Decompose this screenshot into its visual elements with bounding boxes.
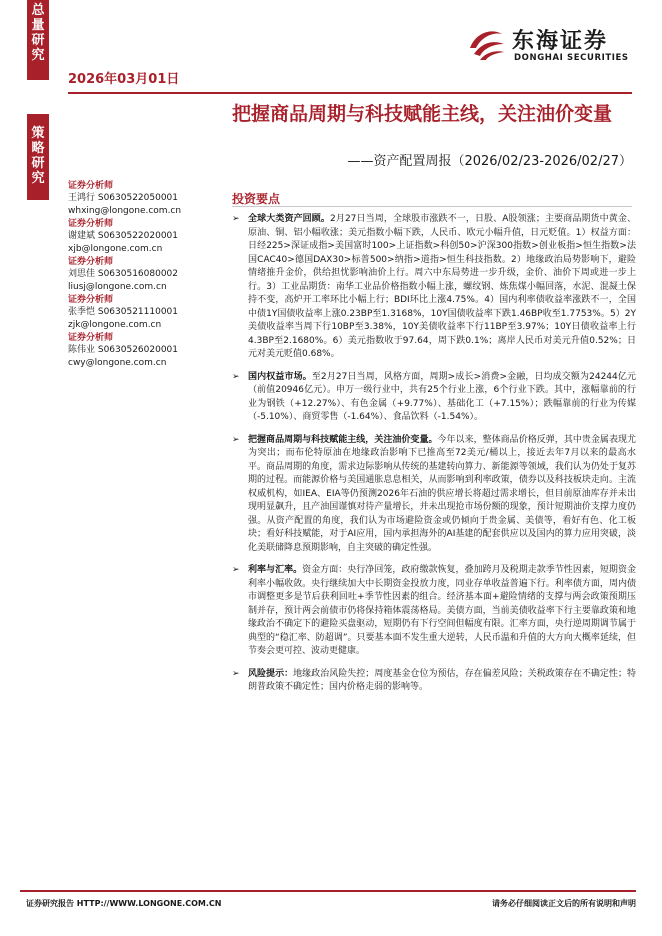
analyst-role: 证券分析师	[68, 333, 114, 343]
analyst-email: xjb@longone.com.cn	[68, 243, 163, 254]
logo-en-name: DONGHAI SECURITIES	[514, 53, 629, 63]
footer-disclaimer: 请务必仔细阅读正文后的所有说明和声明	[492, 899, 636, 908]
tag-char: 量	[31, 18, 45, 33]
analyst-entry	[68, 256, 218, 293]
key-point-head: 把握商品周期与科技赋能主线，关注油价变量。	[248, 434, 438, 445]
key-point	[232, 434, 636, 556]
analyst-email: zjk@longone.com.cn	[68, 319, 162, 330]
analyst-role: 证券分析师	[68, 257, 114, 267]
key-point-body: 今年以来，整体商品价格反弹，其中贵金属表现尤为突出；而布伦特原油在地缘政治影响下已推高至72美元/桶以上，接近去年7月以来的最高水平。商品周期的角度，需求边际影响从传统的基建转向算力、新能源等领域，我们认为仍处于复苏期的过程。而能源价格与美国通胀息息相关，从而影响到利率政策，债券以及科技板块走向。主流权威机构，如IEA、EIA等仍预测2026年石油的供应增长将超过需求增长，但目前原油库存并未出现明显飙升，且产油国谨慎对待产量增长，并未出现抢市场份额的现象，预计短期油价支撑力度仍强。从资产配置的角度，我们认为市场避险资金或仍倾向于贵金属、美债等，看好有色、化工板块；看好科技赋能，对于AI应用，国内承担海外的AI基建的配套供应以及国内的算力应用突破，淡化美联储降息预期影响，自主突破的确定性强。	[248, 434, 636, 553]
arrow-bullet-icon: ➢	[232, 565, 240, 575]
key-point-head: 利率与汇率。	[248, 565, 303, 575]
analyst-entry	[68, 294, 218, 331]
key-point-body: 2月27日当周，全球股市涨跌不一，日股、A股领涨；主要商品期货中黄金、原油、铜、铝小幅收涨；美元指数小幅下跌，人民币、欧元小幅升值，日元贬值。1）权益方面：日经225>深证成指>美国富时100>上证指数>科创50>沪深300指数>创业板指>恒生指数>法国CAC40>德国DAX30>标普500>纳指>道指>恒生科技指数。2）地缘政治局势影响下，避险情绪推升金价，供给担忧影响油价上行。周六中东局势进一步升级，金价、油价下周或进一步上行。3）工业品期货：南华工业品价格指数小幅上涨，螺纹钢、炼焦煤小幅回落，水泥、混凝土保持不变，高炉开工率环比小幅上行；BDI环比上涨4.75%。4）国内利率债收益率涨跌不一，全国中债1Y国债收益率上涨0.23BP至1.3168%，10Y国债收益率下跌1.46BP收至1.7753%。5）2Y美债收益率当周下行10BP至3.38%，10Y美债收益率下行11BP至3.97%；10Y日债收益率上行4.3BP至2.1680%。6）美元指数收于97.64，周下跌0.1%；离岸人民币对美元升值0.52%；日元对美元贬值0.68%。	[248, 214, 636, 359]
analyst-role: 证券分析师	[68, 295, 114, 305]
header-divider	[68, 92, 632, 94]
arrow-bullet-icon: ➢	[232, 434, 240, 445]
analyst-name-id: 刘思佳 S0630516080002	[68, 269, 179, 279]
key-points-divider	[232, 206, 632, 207]
key-point-body: 至2月27日当周，风格方面，周期>成长>消费>金融，日均成交额为24244亿元（前值20946亿元）。申万一级行业中，共有25个行业上涨，6个行业下跌。其中，涨幅靠前的行业为钢铁（+12.27%）、有色金属（+9.77%）、基础化工（+7.15%）；跌幅靠前的行业为传媒（-5.10%）、商贸零售（-1.64%）、食品饮料（-1.54%）。	[248, 371, 636, 422]
company-logo	[466, 20, 636, 66]
report-title: 把握商品周期与科技赋能主线，关注油价变量	[232, 103, 613, 125]
analyst-entry	[68, 180, 218, 217]
analyst-email: liusj@longone.com.cn	[68, 281, 167, 292]
report-subtitle: ——资产配置周报（2026/02/23-2026/02/27）	[347, 154, 632, 169]
key-point-head: 全球大类资产回顾。	[248, 214, 330, 224]
analyst-role: 证券分析师	[68, 181, 114, 191]
tag-char: 略	[31, 141, 45, 156]
category-tag-strategy	[27, 114, 49, 200]
key-point	[232, 668, 636, 695]
key-point	[232, 564, 636, 659]
logo-mark-icon	[466, 22, 506, 62]
analyst-name-id: 张季恺 S0630521110001	[68, 307, 179, 317]
footer-divider	[20, 890, 636, 892]
analyst-name-id: 谢建斌 S0630522020001	[68, 231, 179, 241]
tag-char: 究	[31, 171, 45, 186]
tag-char: 研	[31, 33, 45, 48]
analyst-entry	[68, 332, 218, 369]
key-point	[232, 213, 636, 362]
category-tag-macro	[27, 0, 49, 80]
arrow-bullet-icon: ➢	[232, 371, 240, 382]
key-point	[232, 371, 636, 425]
tag-char: 总	[31, 3, 45, 18]
arrow-bullet-icon: ➢	[232, 668, 240, 679]
tag-char: 研	[31, 156, 45, 171]
key-point-body: 资金方面：央行净回笼，政府缴款恢复，叠加跨月及税期走款季节性因素，短期资金利率小幅收敛。央行继续加大中长期资金投放力度，同业存单收益普遍下行。利率债方面，周内债市调整更多是节后获利回吐+季节性因素的组合。经济基本面+避险情绪的支撑与两会政策预期压制并存，预计两会前债市仍将保持箱体震荡格局。美债方面，当前美债收益率下行主要靠政策和地缘政治不确定下的避险买盘驱动，短期仍有下行空间但幅度有限。汇率方面，央行逆周期调节属于典型的“稳汇率、防超调”。只要基本面不发生重大逆转，人民币温和升值的大方向大概率延续，但节奏会更可控、波动更健康。	[248, 565, 636, 656]
report-date: 2026年03月01日	[68, 72, 180, 87]
analyst-list	[68, 180, 218, 370]
key-point-head: 风险提示：	[248, 668, 294, 679]
analyst-role: 证券分析师	[68, 219, 114, 229]
analyst-email: cwy@longone.com.cn	[68, 357, 167, 368]
analyst-entry	[68, 218, 218, 255]
key-points-heading: 投资要点	[232, 192, 281, 206]
key-point-head: 国内权益市场。	[248, 371, 312, 382]
tag-char: 究	[31, 48, 45, 63]
key-points-list	[232, 213, 636, 704]
footer-website: 证券研究报告 HTTP://WWW.LONGONE.COM.CN	[26, 899, 222, 908]
key-point-body: 地缘政治风险失控；周度基金仓位为预估，存在偏差风险；关税政策存在不确定性；特朗普政策不确定性；国内价格走弱的影响等。	[248, 668, 636, 692]
logo-cn-name: 东海证券	[512, 29, 609, 54]
analyst-email: whxing@longone.com.cn	[68, 205, 182, 216]
tag-char: 策	[31, 126, 45, 141]
arrow-bullet-icon: ➢	[232, 214, 240, 224]
analyst-name-id: 陈伟业 S0630526020001	[68, 345, 179, 355]
analyst-name-id: 王鸿行 S0630522050001	[68, 193, 179, 203]
